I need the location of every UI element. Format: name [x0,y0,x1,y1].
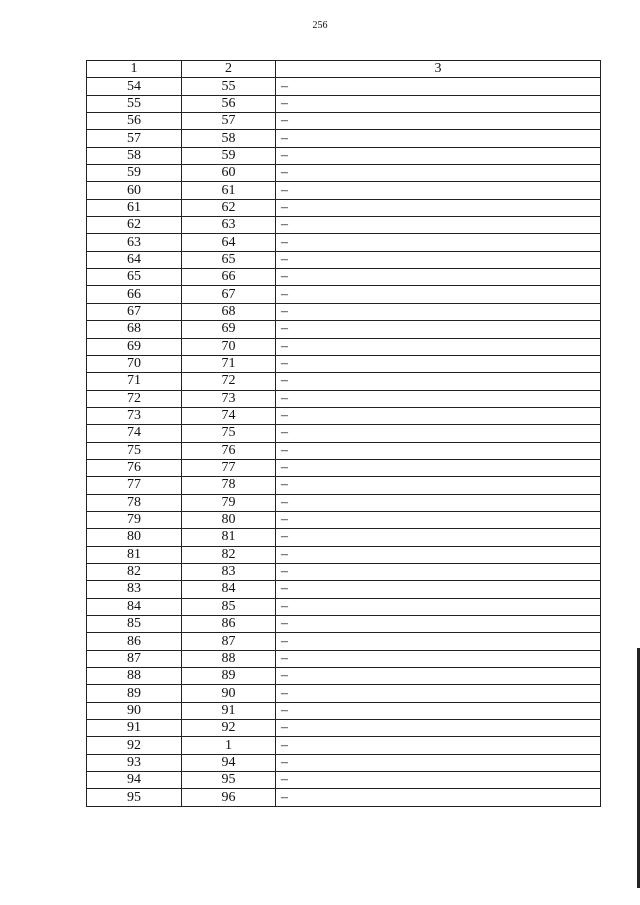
table-row [87,269,601,286]
table-row [87,702,601,719]
table-cell: 84 [182,581,276,598]
table-cell: – [276,581,601,598]
table-row [87,407,601,424]
table-cell: 80 [182,511,276,528]
table-cell: 91 [87,720,182,737]
table-row [87,182,601,199]
table-cell: – [276,616,601,633]
table-header-row [87,61,601,78]
table-cell: 76 [87,459,182,476]
table-cell: 96 [182,789,276,806]
table-row [87,650,601,667]
table-cell: 59 [87,165,182,182]
table-cell: – [276,147,601,164]
page-number: 256 [312,20,328,31]
table-row [87,529,601,546]
table-cell: 62 [182,199,276,216]
table-cell: 85 [182,598,276,615]
table-cell: 92 [87,737,182,754]
table-cell: – [276,754,601,771]
table-cell: 86 [182,616,276,633]
table-cell: – [276,511,601,528]
table-cell: 93 [87,754,182,771]
table-cell: 75 [87,442,182,459]
table-cell: 86 [87,633,182,650]
table-cell: 88 [182,650,276,667]
table-cell: – [276,303,601,320]
table-cell: – [276,737,601,754]
table-cell: 65 [87,269,182,286]
table-cell: 60 [182,165,276,182]
table-cell: – [276,668,601,685]
table-cell: 55 [182,78,276,95]
table-cell: – [276,130,601,147]
table-cell: 67 [182,286,276,303]
table-cell: – [276,598,601,615]
table-cell: 94 [87,772,182,789]
table-cell: – [276,772,601,789]
table-row [87,130,601,147]
table-cell: 64 [182,234,276,251]
table-cell: 69 [87,338,182,355]
table-row [87,338,601,355]
table-row [87,217,601,234]
table-cell: 70 [87,355,182,372]
table-row [87,425,601,442]
table-cell: – [276,477,601,494]
table-cell: 83 [87,581,182,598]
table-cell: 78 [87,494,182,511]
table-cell: 82 [182,546,276,563]
table-cell: 58 [182,130,276,147]
table-row [87,303,601,320]
table-cell: 95 [87,789,182,806]
table-cell: – [276,217,601,234]
table-cell: 92 [182,720,276,737]
table-cell: – [276,165,601,182]
table-cell: – [276,407,601,424]
table-cell: 88 [87,668,182,685]
table-cell: – [276,373,601,390]
table-row [87,720,601,737]
table-cell: – [276,269,601,286]
table-cell: 85 [87,616,182,633]
table-cell: 71 [182,355,276,372]
table-row [87,459,601,476]
table-row [87,95,601,112]
table-cell: 77 [182,459,276,476]
table-cell: 76 [182,442,276,459]
table-cell: – [276,633,601,650]
table-cell: – [276,685,601,702]
table-cell: – [276,702,601,719]
table-cell: 60 [87,182,182,199]
table-cell: 70 [182,338,276,355]
table-cell: 55 [87,95,182,112]
table-cell: – [276,720,601,737]
table-cell: – [276,650,601,667]
table-cell: 61 [182,182,276,199]
table-row [87,78,601,95]
table-cell: 1 [182,737,276,754]
table-cell: 57 [87,130,182,147]
table-row [87,442,601,459]
table-cell: 72 [87,390,182,407]
table-row [87,511,601,528]
table-cell: 90 [182,685,276,702]
table-cell: 61 [87,199,182,216]
table-row [87,165,601,182]
table-cell: – [276,182,601,199]
table-cell: 74 [182,407,276,424]
column-header: 2 [182,61,276,78]
table-cell: 69 [182,321,276,338]
table-cell: 89 [87,685,182,702]
table-cell: 78 [182,477,276,494]
table-cell: 64 [87,251,182,268]
table-cell: 91 [182,702,276,719]
column-header: 3 [276,61,601,78]
table-row [87,251,601,268]
data-table [86,60,601,807]
table-cell: 81 [87,546,182,563]
table-cell: 62 [87,217,182,234]
table-row [87,546,601,563]
table-row [87,581,601,598]
table-cell: 82 [87,563,182,580]
table-cell: 54 [87,78,182,95]
table-cell: 56 [182,95,276,112]
table-cell: – [276,338,601,355]
table-row [87,286,601,303]
table-row [87,789,601,806]
table-row [87,494,601,511]
table-cell: 59 [182,147,276,164]
table-cell: 66 [182,269,276,286]
table-row [87,772,601,789]
table-cell: – [276,251,601,268]
table-cell: – [276,95,601,112]
table-cell: – [276,789,601,806]
table-cell: 57 [182,113,276,130]
table-cell: 68 [182,303,276,320]
table-cell: 73 [87,407,182,424]
table-cell: 72 [182,373,276,390]
table-cell: – [276,286,601,303]
table-row [87,754,601,771]
table-cell: 58 [87,147,182,164]
table-row [87,147,601,164]
table-cell: 79 [182,494,276,511]
table-cell: – [276,529,601,546]
table-cell: 68 [87,321,182,338]
table-row [87,390,601,407]
table-cell: – [276,425,601,442]
table-row [87,199,601,216]
table-cell: 84 [87,598,182,615]
table-cell: 81 [182,529,276,546]
table-cell: 77 [87,477,182,494]
table-cell: – [276,442,601,459]
table-cell: 74 [87,425,182,442]
table-cell: – [276,199,601,216]
table-cell: 66 [87,286,182,303]
table-cell: 83 [182,563,276,580]
table-cell: – [276,390,601,407]
table-row [87,668,601,685]
table-cell: – [276,113,601,130]
table-cell: – [276,78,601,95]
table-row [87,737,601,754]
table-row [87,373,601,390]
table-cell: 63 [87,234,182,251]
table-cell: 94 [182,754,276,771]
table-cell: 73 [182,390,276,407]
table-cell: 90 [87,702,182,719]
table-row [87,477,601,494]
table-cell: 79 [87,511,182,528]
table-row [87,113,601,130]
table-row [87,321,601,338]
table-cell: – [276,459,601,476]
table-row [87,598,601,615]
table-cell: 89 [182,668,276,685]
table-cell: – [276,546,601,563]
table-body [87,78,601,806]
table-cell: 67 [87,303,182,320]
table-cell: 87 [182,633,276,650]
table-cell: 80 [87,529,182,546]
table-cell: 95 [182,772,276,789]
table-cell: – [276,355,601,372]
table-row [87,563,601,580]
table-row [87,234,601,251]
table-cell: 56 [87,113,182,130]
table-cell: 63 [182,217,276,234]
table-cell: 87 [87,650,182,667]
table-cell: 75 [182,425,276,442]
table-cell: – [276,321,601,338]
column-header: 1 [87,61,182,78]
table-cell: – [276,234,601,251]
table-cell: 71 [87,373,182,390]
table-row [87,616,601,633]
table-cell: 65 [182,251,276,268]
table-row [87,685,601,702]
table-cell: – [276,494,601,511]
table-row [87,633,601,650]
table-row [87,355,601,372]
table-cell: – [276,563,601,580]
